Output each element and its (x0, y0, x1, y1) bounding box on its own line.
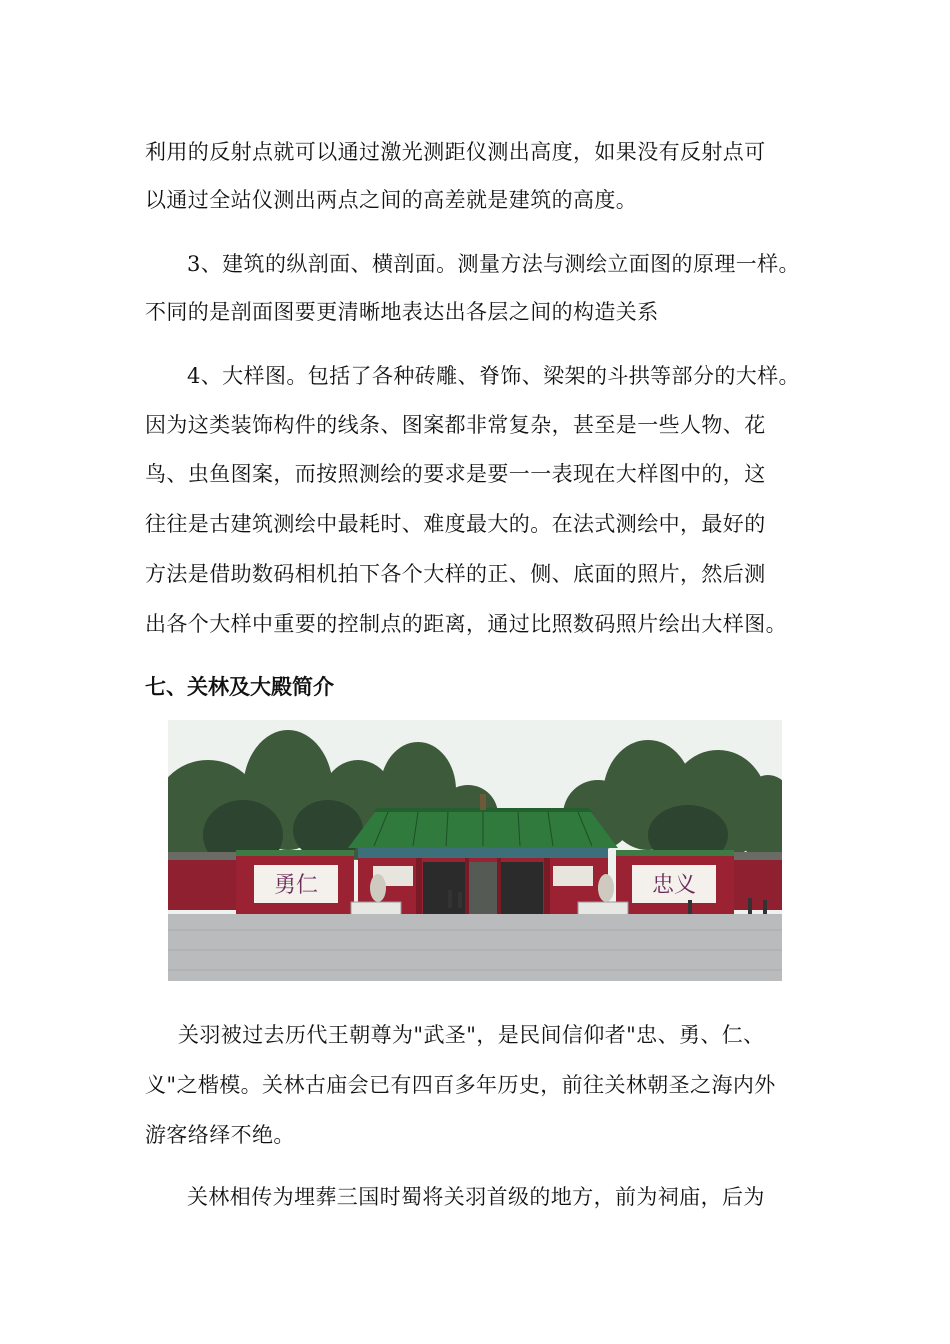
svg-text:忠义: 忠义 (651, 873, 697, 898)
paragraph-line: 出各个大样中重要的控制点的距离，通过比照数码照片绘出大样图。 (145, 612, 787, 636)
paragraph-line: 利用的反射点就可以通过激光测距仪测出高度，如果没有反射点可 (145, 140, 766, 164)
paragraph-line: 义"之楷模。关林古庙会已有四百多年历史，前往关林朝圣之海内外 (145, 1073, 776, 1097)
paragraph-line: 4、大样图。包括了各种砖雕、脊饰、梁架的斗拱等部分的大样。 (187, 364, 800, 388)
paragraph-line: 3、建筑的纵剖面、横剖面。测量方法与测绘立面图的原理一样。 (187, 252, 800, 276)
paragraph-line: 游客络绎不绝。 (145, 1123, 295, 1147)
paragraph-line: 鸟、虫鱼图案，而按照测绘的要求是要一一表现在大样图中的，这 (145, 462, 766, 486)
paragraph-line: 关羽被过去历代王朝尊为"武圣"，是民间信仰者"忠、勇、仁、 (178, 1023, 765, 1047)
paragraph-line: 以通过全站仪测出两点之间的高差就是建筑的高度。 (145, 188, 638, 212)
temple-gate-photo (168, 720, 782, 981)
svg-text:勇仁: 勇仁 (273, 873, 319, 898)
paragraph-line: 不同的是剖面图要更清晰地表达出各层之间的构造关系 (145, 300, 659, 324)
paragraph-line: 关林相传为埋葬三国时蜀将关羽首级的地方，前为祠庙，后为 (187, 1185, 765, 1209)
paragraph-line: 方法是借助数码相机拍下各个大样的正、侧、底面的照片，然后测 (145, 562, 766, 586)
section-heading: 七、关林及大殿简介 (145, 675, 334, 699)
paragraph-line: 往往是古建筑测绘中最耗时、难度最大的。在法式测绘中，最好的 (145, 512, 766, 536)
paragraph-line: 因为这类装饰构件的线条、图案都非常复杂，甚至是一些人物、花 (145, 413, 766, 437)
